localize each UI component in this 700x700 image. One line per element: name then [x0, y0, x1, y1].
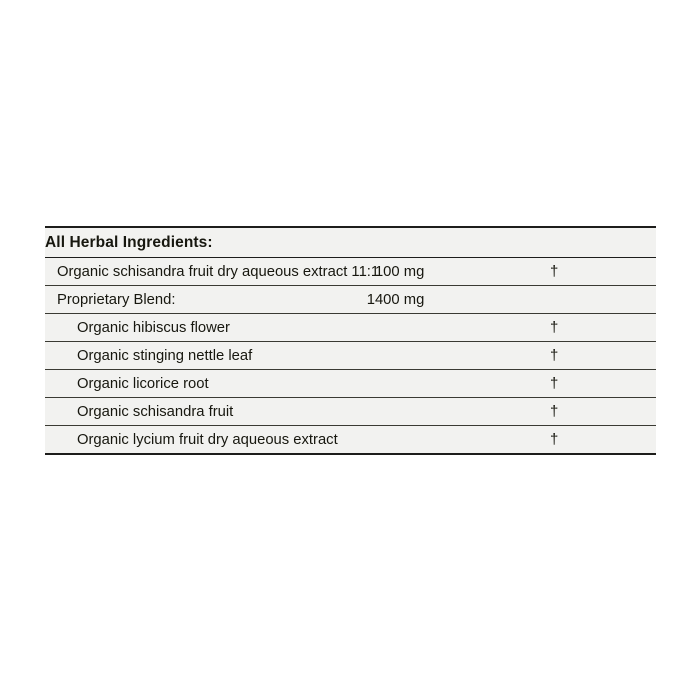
- table-row: [45, 314, 656, 342]
- ingredient-name: Organic schisandra fruit: [45, 398, 249, 426]
- ingredients-heading: All Herbal Ingredients:: [45, 228, 656, 258]
- ingredients-table: [45, 228, 656, 453]
- table-row: [45, 342, 656, 370]
- table-row: [45, 286, 656, 314]
- daily-value-mark: [452, 286, 656, 314]
- table-row: [45, 398, 656, 426]
- ingredient-name: Proprietary Blend:: [45, 286, 249, 314]
- ingredient-amount: [249, 370, 453, 398]
- daily-value-mark: †: [452, 398, 656, 426]
- ingredient-name: Organic schisandra fruit dry aqueous extract 11:1: [45, 258, 249, 286]
- daily-value-mark: †: [452, 258, 656, 286]
- table-header-row: [45, 228, 656, 258]
- daily-value-mark: †: [452, 314, 656, 342]
- ingredient-name: Organic hibiscus flower: [45, 314, 249, 342]
- ingredient-amount: [249, 342, 453, 370]
- ingredient-amount: 100 mg: [249, 258, 453, 286]
- ingredient-name: Organic stinging nettle leaf: [45, 342, 249, 370]
- table-row: [45, 426, 656, 454]
- ingredient-name: Organic lycium fruit dry aqueous extract: [77, 431, 338, 448]
- ingredient-amount: [249, 398, 453, 426]
- daily-value-mark: †: [452, 342, 656, 370]
- supplement-facts-panel: [45, 226, 656, 455]
- ingredient-amount: [249, 314, 453, 342]
- ingredient-amount: 1400 mg: [249, 286, 453, 314]
- ingredient-name: Organic licorice root: [45, 370, 249, 398]
- daily-value-mark: †: [549, 431, 559, 448]
- daily-value-mark: †: [452, 370, 656, 398]
- table-row: [45, 258, 656, 286]
- table-row: [45, 370, 656, 398]
